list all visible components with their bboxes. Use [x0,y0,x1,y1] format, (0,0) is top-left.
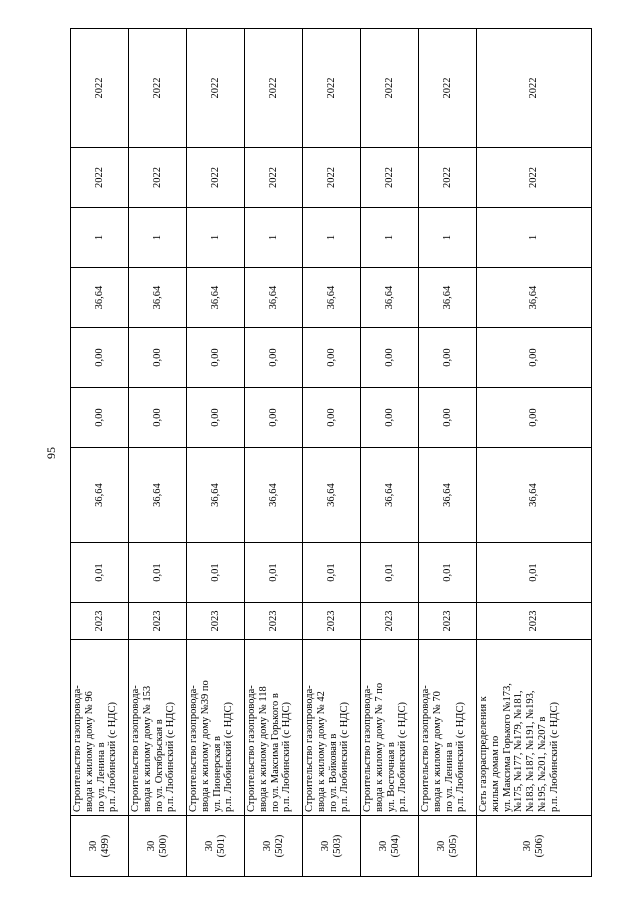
description-cell: Строительство газопровода- ввода к жилому дому № 96 по ул. Ленина в р.п. Любинский (с НДС) [71,640,129,816]
value-cell-11: 2022 [71,29,129,148]
value-cell-4: 0,01 [361,543,419,603]
value-cell-4: 0,01 [129,543,187,603]
value-cell-6: 0,00 [129,388,187,448]
description-cell: Сеть газораспределения к жилым домам по ул. Максима Горького №173, №175, №177, №179, №181, №183, №187, №191, №193, №195, №201, №207 в р.п. Любинский (с НДС) [477,640,592,816]
value-cell-7: 0,00 [129,328,187,388]
value-cell-6: 0,00 [71,388,129,448]
row-id-cell: 30 (500) [129,816,187,877]
value-cell-9: 1 [245,208,303,268]
page-number: 95 [44,447,58,459]
value-cell-10: 2022 [477,148,592,208]
gas-pipeline-table [70,28,592,877]
row-id-cell: 30 (501) [187,816,245,877]
value-cell-9: 1 [187,208,245,268]
value-cell-5: 36,64 [303,448,361,543]
table-row [187,29,245,877]
value-cell-4: 0,01 [71,543,129,603]
description-cell: Строительство газопровода- ввода к жилому дому № 70 по ул. Ленина в р.п. Любинский (с НДС) [419,640,477,816]
row-id-cell: 30 (504) [361,816,419,877]
value-cell-7: 0,00 [361,328,419,388]
value-cell-6: 0,00 [361,388,419,448]
year-cell: 2023 [477,603,592,640]
rotated-table-container [70,29,591,877]
table-row [419,29,477,877]
value-cell-7: 0,00 [419,328,477,388]
value-cell-8: 36,64 [187,268,245,328]
description-cell: Строительство газопровода- ввода к жилому дому №39 по ул. Пионерская в р.п. Любинский (с НДС) [187,640,245,816]
description-cell: Строительство газопровода- ввода к жилому дому № 153 по ул. Октябрьская в р.п. Любинский (с НДС) [129,640,187,816]
value-cell-8: 36,64 [361,268,419,328]
value-cell-5: 36,64 [187,448,245,543]
row-id-cell: 30 (505) [419,816,477,877]
year-cell: 2023 [361,603,419,640]
value-cell-4: 0,01 [419,543,477,603]
value-cell-11: 2022 [361,29,419,148]
row-id-cell: 30 (502) [245,816,303,877]
value-cell-11: 2022 [419,29,477,148]
table-row [129,29,187,877]
table-row [245,29,303,877]
value-cell-11: 2022 [477,29,592,148]
value-cell-7: 0,00 [71,328,129,388]
value-cell-8: 36,64 [129,268,187,328]
year-cell: 2023 [187,603,245,640]
value-cell-4: 0,01 [187,543,245,603]
value-cell-4: 0,01 [303,543,361,603]
value-cell-5: 36,64 [361,448,419,543]
value-cell-5: 36,64 [129,448,187,543]
row-id-cell: 30 (499) [71,816,129,877]
value-cell-8: 36,64 [419,268,477,328]
value-cell-5: 36,64 [419,448,477,543]
description-cell: Строительство газопровода- ввода к жилому дому № 7 по ул. Восточная в р.п. Любинский (с НДС) [361,640,419,816]
value-cell-8: 36,64 [303,268,361,328]
value-cell-6: 0,00 [419,388,477,448]
value-cell-6: 0,00 [187,388,245,448]
value-cell-8: 36,64 [245,268,303,328]
year-cell: 2023 [245,603,303,640]
value-cell-10: 2022 [245,148,303,208]
year-cell: 2023 [419,603,477,640]
year-cell: 2023 [71,603,129,640]
value-cell-10: 2022 [187,148,245,208]
value-cell-7: 0,00 [245,328,303,388]
row-id-cell: 30 (506) [477,816,592,877]
value-cell-9: 1 [71,208,129,268]
value-cell-6: 0,00 [303,388,361,448]
value-cell-6: 0,00 [477,388,592,448]
value-cell-11: 2022 [303,29,361,148]
value-cell-11: 2022 [129,29,187,148]
value-cell-5: 36,64 [245,448,303,543]
value-cell-11: 2022 [187,29,245,148]
table-row [71,29,129,877]
value-cell-11: 2022 [245,29,303,148]
value-cell-8: 36,64 [71,268,129,328]
value-cell-7: 0,00 [477,328,592,388]
value-cell-7: 0,00 [187,328,245,388]
value-cell-7: 0,00 [303,328,361,388]
description-cell: Строительство газопровода- ввода к жилому дому № 118 по ул. Максима Горького в р.п. Любинский (с НДС) [245,640,303,816]
value-cell-8: 36,64 [477,268,592,328]
description-cell: Строительство газопровода- ввода к жилому дому № 42 по ул. Войковая в р.п. Любинский (с НДС) [303,640,361,816]
table-row [303,29,361,877]
year-cell: 2023 [129,603,187,640]
value-cell-9: 1 [129,208,187,268]
value-cell-9: 1 [477,208,592,268]
table-row [361,29,419,877]
value-cell-10: 2022 [419,148,477,208]
value-cell-10: 2022 [303,148,361,208]
value-cell-4: 0,01 [245,543,303,603]
value-cell-10: 2022 [71,148,129,208]
value-cell-9: 1 [303,208,361,268]
value-cell-6: 0,00 [245,388,303,448]
value-cell-10: 2022 [129,148,187,208]
value-cell-5: 36,64 [71,448,129,543]
value-cell-4: 0,01 [477,543,592,603]
value-cell-9: 1 [361,208,419,268]
value-cell-10: 2022 [361,148,419,208]
value-cell-5: 36,64 [477,448,592,543]
table-row [477,29,592,877]
row-id-cell: 30 (503) [303,816,361,877]
year-cell: 2023 [303,603,361,640]
value-cell-9: 1 [419,208,477,268]
